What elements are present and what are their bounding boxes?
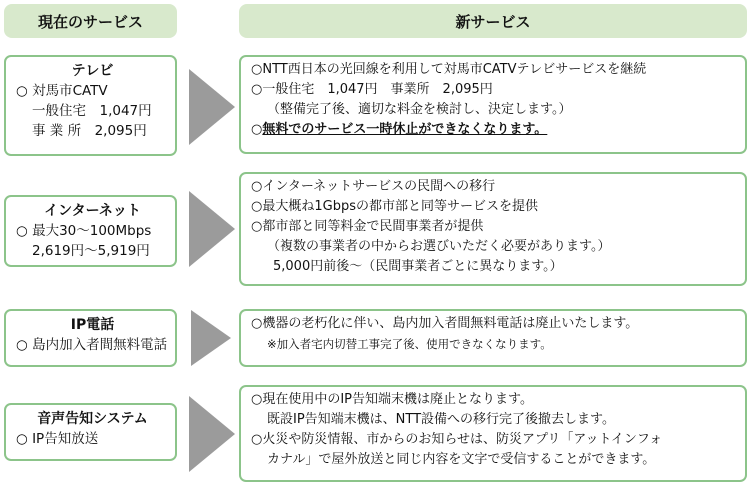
- ip-phone-new-line-1: ○機器の老朽化に伴い、島内加入者間無料電話は廃止いたします。: [251, 316, 639, 331]
- arrow-right-icon: [189, 191, 235, 267]
- new-service-header: 新サービス: [239, 4, 747, 38]
- voice-notice-new-line-4: カナル」で屋外放送と同じ内容を文字で受信することができます。: [267, 452, 656, 467]
- arrow-right-icon: [191, 310, 231, 366]
- tv-warning: 無料でのサービス一時休止ができなくなります。: [262, 122, 548, 137]
- current-voice-notice-box: [4, 403, 177, 461]
- internet-new-line-1: ○インターネットサービスの民間への移行: [251, 179, 496, 194]
- current-tv-box: [4, 55, 177, 156]
- new-voice-notice-box: [239, 385, 747, 482]
- arrow-right-icon: [189, 69, 235, 145]
- voice-notice-title: 音声告知システム: [37, 411, 148, 427]
- internet-line-2: 2,619円～5,919円: [32, 243, 150, 259]
- current-service-header: 現在のサービス: [4, 4, 177, 38]
- internet-new-line-5: 5,000円前後～（民間事業者ごとに異なります。）: [273, 259, 563, 274]
- internet-new-line-3: ○都市部と同等料金で民間事業者が提供: [251, 219, 484, 234]
- tv-new-line-2: ○一般住宅 1,047円 事業所 2,095円: [251, 82, 493, 97]
- current-ip-phone-box: [4, 309, 177, 367]
- current-internet-box: [4, 195, 177, 267]
- internet-line-1: ○ 最大30～100Mbps: [16, 223, 152, 239]
- new-tv-box: [239, 55, 747, 154]
- tv-new-line-1: ○NTT西日本の光回線を利用して対馬市CATVテレビサービスを継続: [251, 62, 647, 77]
- voice-notice-new-line-3: ○火災や防災情報、市からのお知らせは、防災アプリ「アットインフォ: [251, 432, 663, 447]
- ip-phone-title: IP電話: [70, 317, 115, 333]
- internet-new-line-4: （複数の事業者の中からお選びいただく必要があります。）: [267, 239, 611, 254]
- internet-title: インターネット: [44, 203, 141, 219]
- tv-new-line-3: （整備完了後、適切な料金を検討し、決定します。）: [267, 102, 572, 117]
- new-ip-phone-box: [239, 309, 747, 367]
- tv-title: テレビ: [71, 63, 114, 79]
- ip-phone-new-note: ※加入者宅内切替工事完了後、使用できなくなります。: [267, 337, 552, 351]
- voice-notice-line-1: ○ IP告知放送: [16, 431, 99, 447]
- voice-notice-new-line-1: ○現在使用中のIP告知端末機は廃止となります。: [251, 392, 533, 407]
- tv-new-line-4: [251, 120, 737, 140]
- internet-new-line-2: ○最大概ね1Gbpsの都市部と同等サービスを提供: [251, 199, 538, 214]
- arrow-right-icon: [189, 396, 235, 472]
- tv-line-1: ○ 対馬市CATV: [16, 83, 108, 99]
- tv-line-2: 一般住宅 1,047円: [32, 103, 152, 119]
- tv-line-3: 事 業 所 2,095円: [32, 123, 147, 139]
- voice-notice-new-line-2: 既設IP告知端末機は、NTT設備への移行完了後撤去します。: [267, 412, 616, 427]
- bullet: ○: [251, 122, 263, 137]
- ip-phone-line-1: ○ 島内加入者間無料電話: [16, 337, 168, 353]
- new-internet-box: [239, 172, 747, 286]
